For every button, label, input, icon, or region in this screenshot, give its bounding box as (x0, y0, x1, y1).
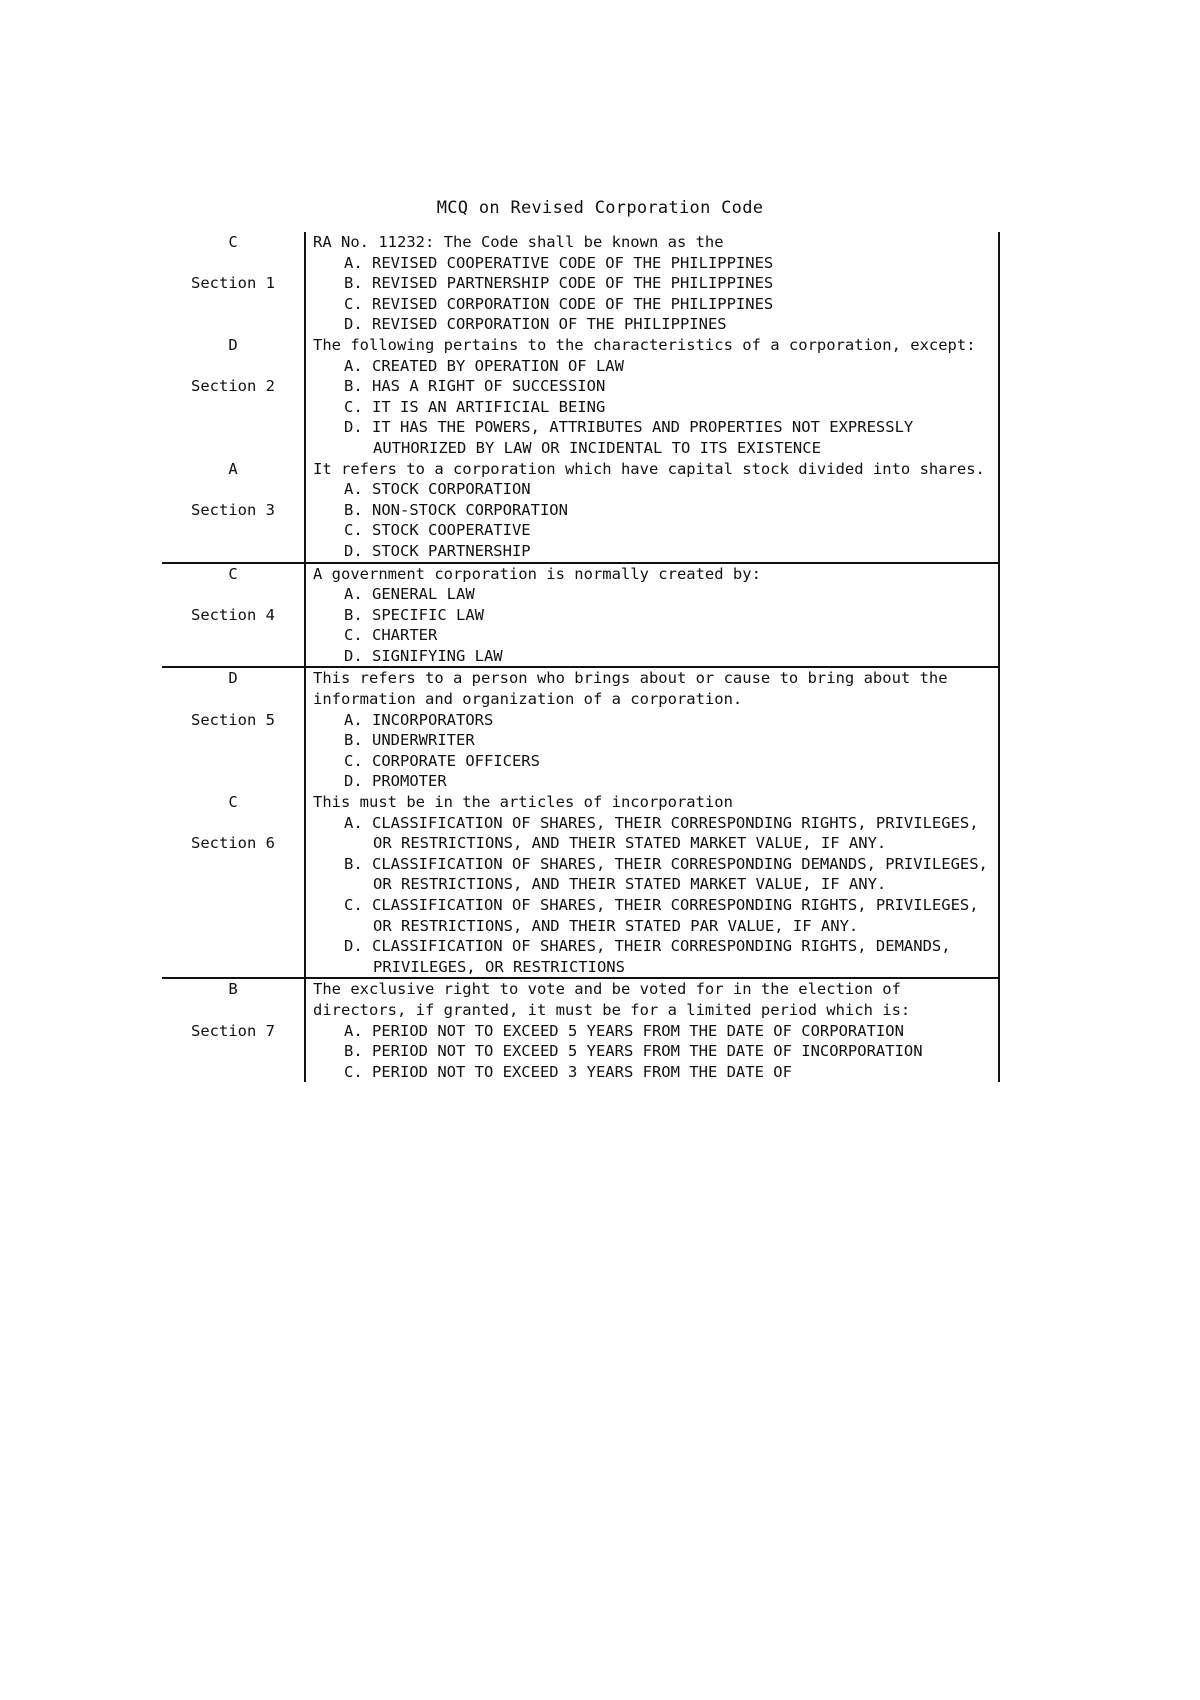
question-row (162, 459, 999, 563)
question-cell (305, 232, 999, 335)
option-d: D. STOCK PARTNERSHIP (344, 541, 531, 560)
option-d: D. SIGNIFYING LAW (344, 646, 503, 665)
section-label: Section 2 (191, 377, 275, 396)
option-a: A. PERIOD NOT TO EXCEED 5 YEARS FROM THE DATE OF CORPORATION (344, 1021, 904, 1040)
option-d: D. CLASSIFICATION OF SHARES, THEIR CORRESPONDING RIGHTS, DEMANDS, PRIVILEGES, OR RESTRICTIONS (344, 937, 951, 976)
option-c: C. PERIOD NOT TO EXCEED 3 YEARS FROM THE DATE OF (344, 1062, 792, 1081)
question-stem: It refers to a corporation which have capital stock divided into shares. (313, 459, 985, 478)
option-a: A. CREATED BY OPERATION OF LAW (344, 356, 624, 375)
option-a: A. REVISED COOPERATIVE CODE OF THE PHILIPPINES (344, 253, 774, 272)
option-b: B. PERIOD NOT TO EXCEED 5 YEARS FROM THE DATE OF INCORPORATION (344, 1042, 923, 1061)
section-label: Section 6 (191, 834, 275, 853)
question-cell (305, 667, 999, 792)
option-c: C. IT IS AN ARTIFICIAL BEING (344, 397, 606, 416)
answer-letter: A (228, 459, 238, 478)
answer-letter: C (228, 564, 238, 583)
answer-key-cell (162, 978, 305, 1082)
option-b: B. NON-STOCK CORPORATION (344, 500, 568, 519)
option-b: B. UNDERWRITER (344, 731, 475, 750)
option-a: A. STOCK CORPORATION (344, 480, 531, 499)
question-row (162, 667, 999, 792)
section-label: Section 3 (191, 500, 275, 519)
option-d: D. PROMOTER (344, 772, 447, 791)
question-stem: The exclusive right to vote and be voted for in the election of directors, if granted, it must be for a limited period which is: (313, 980, 911, 1019)
option-b: B. REVISED PARTNERSHIP CODE OF THE PHILIPPINES (344, 274, 774, 293)
question-row (162, 232, 999, 335)
question-stem: The following pertains to the characteristics of a corporation, except: (313, 335, 976, 354)
question-row (162, 335, 999, 459)
option-c: C. CORPORATE OFFICERS (344, 751, 540, 770)
option-c: C. REVISED CORPORATION CODE OF THE PHILIPPINES (344, 294, 774, 313)
question-table (162, 232, 1000, 1082)
answer-letter: D (228, 669, 238, 688)
answer-key-cell (162, 459, 305, 563)
option-b: B. SPECIFIC LAW (344, 605, 484, 624)
page-title: MCQ on Revised Corporation Code (436, 198, 764, 218)
question-stem: RA No. 11232: The Code shall be known as the (313, 233, 724, 251)
question-row (162, 792, 999, 978)
option-d: D. REVISED CORPORATION OF THE PHILIPPINES (344, 315, 727, 334)
section-label: Section 7 (191, 1021, 275, 1040)
option-a: A. INCORPORATORS (344, 710, 494, 729)
answer-letter: C (228, 793, 238, 812)
option-c: C. CLASSIFICATION OF SHARES, THEIR CORRESPONDING RIGHTS, PRIVILEGES, OR RESTRICTIONS, AND THEIR STATED PAR VALUE, IF ANY. (344, 896, 979, 935)
answer-letter: D (228, 335, 238, 354)
option-a: A. GENERAL LAW (344, 585, 475, 604)
answer-key-cell (162, 232, 305, 335)
answer-key-cell (162, 667, 305, 792)
answer-key-cell (162, 335, 305, 459)
option-a: A. CLASSIFICATION OF SHARES, THEIR CORRESPONDING RIGHTS, PRIVILEGES, OR RESTRICTIONS, AND THEIR STATED MARKET VALUE, IF ANY. (344, 813, 979, 853)
question-row (162, 978, 999, 1082)
question-stem: This must be in the articles of incorporation (313, 793, 733, 812)
question-cell (305, 792, 999, 978)
question-stem: A government corporation is normally created by: (313, 564, 761, 583)
option-c: C. STOCK COOPERATIVE (344, 521, 531, 540)
question-cell (305, 459, 999, 563)
section-label: Section 5 (191, 710, 275, 729)
question-stem: This refers to a person who brings about or cause to bring about the information and organization of a corporation. (313, 669, 948, 709)
option-b: B. HAS A RIGHT OF SUCCESSION (344, 377, 606, 396)
answer-letter: C (228, 233, 238, 251)
option-c: C. CHARTER (344, 626, 438, 645)
question-cell (305, 335, 999, 459)
answer-key-cell (162, 563, 305, 668)
question-cell (305, 563, 999, 668)
question-cell (305, 978, 999, 1082)
section-label: Section 4 (191, 605, 275, 624)
answer-key-cell (162, 792, 305, 978)
section-label: Section 1 (191, 274, 275, 293)
option-d: D. IT HAS THE POWERS, ATTRIBUTES AND PROPERTIES NOT EXPRESSLY AUTHORIZED BY LAW OR INCIDENTAL TO ITS EXISTENCE (344, 418, 914, 457)
answer-letter: B (228, 980, 238, 999)
option-b: B. CLASSIFICATION OF SHARES, THEIR CORRESPONDING DEMANDS, PRIVILEGES, OR RESTRICTIONS, AND THEIR STATED MARKET VALUE, IF ANY. (344, 854, 988, 894)
question-row (162, 563, 999, 668)
